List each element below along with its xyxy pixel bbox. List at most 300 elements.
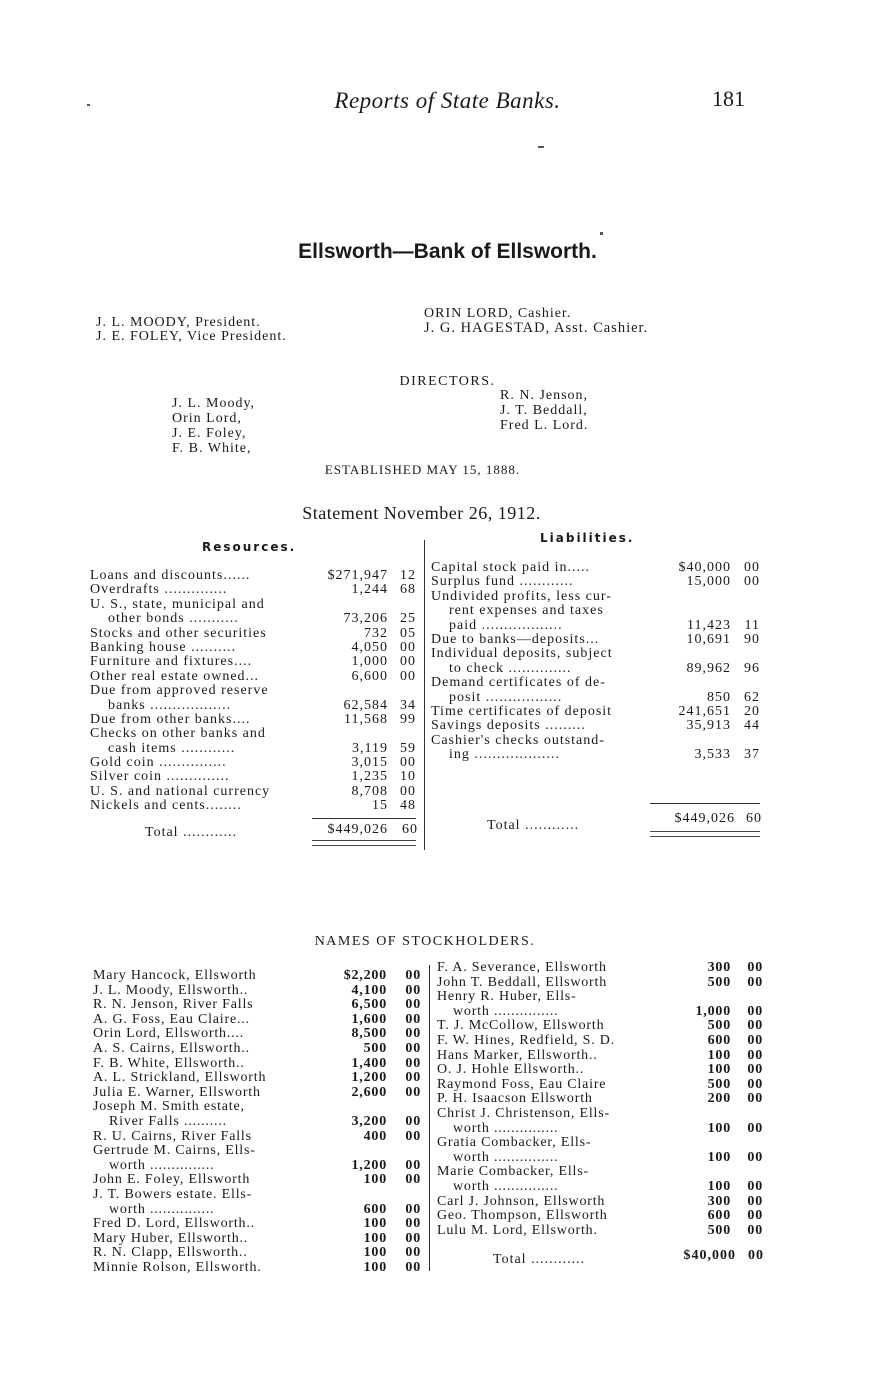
liabilities-heading: Liabilities. bbox=[540, 531, 635, 545]
liability-cents: 00 bbox=[744, 574, 760, 590]
stockholder-amount: 100 bbox=[363, 1216, 387, 1232]
stockholder-label: R. N. Clapp, Ellsworth.. bbox=[93, 1245, 248, 1261]
resource-cents: 00 bbox=[400, 639, 416, 655]
stockholder-cents: 00 bbox=[405, 1172, 421, 1188]
resource-amount: 3,119 bbox=[352, 740, 388, 756]
resources-total-label: Total ............ bbox=[145, 825, 238, 840]
stockholder-amount: 1,400 bbox=[351, 1055, 387, 1071]
stockholder-row bbox=[437, 961, 765, 976]
stockholder-row bbox=[93, 1232, 425, 1247]
liability-cents: 90 bbox=[744, 631, 760, 647]
stockholder-cents: 00 bbox=[747, 1003, 763, 1019]
director: Orin Lord, bbox=[172, 411, 242, 426]
stockholder-label: F. B. White, Ellsworth.. bbox=[93, 1055, 245, 1071]
director: Fred L. Lord. bbox=[500, 418, 589, 433]
stockholder-cents: 00 bbox=[405, 1113, 421, 1129]
stockholder-row bbox=[437, 1078, 765, 1093]
resources-total-cents: 60 bbox=[402, 822, 418, 837]
stockholder-row bbox=[93, 1115, 425, 1130]
officer-president: J. L. MOODY, President. bbox=[96, 315, 261, 330]
stockholder-amount: 300 bbox=[707, 960, 731, 975]
stockholder-amount: 100 bbox=[707, 1149, 731, 1165]
stockholder-row bbox=[93, 1086, 425, 1101]
liability-amount: 10,691 bbox=[686, 631, 731, 647]
stockholder-row bbox=[93, 1261, 425, 1276]
stockholder-label: Hans Marker, Ellsworth.. bbox=[437, 1047, 598, 1063]
liability-amount: 3,533 bbox=[694, 747, 731, 763]
resource-label: Furniture and fixtures.... bbox=[90, 654, 253, 670]
stockholder-amount: 500 bbox=[707, 1222, 731, 1238]
resource-amount: 1,244 bbox=[351, 582, 388, 598]
resource-label: banks .................. bbox=[108, 697, 232, 713]
liability-row bbox=[431, 719, 761, 733]
director: J. L. Moody, bbox=[172, 396, 256, 411]
stockholder-row bbox=[437, 1049, 765, 1064]
resource-amount: 1,235 bbox=[351, 769, 388, 785]
stockholder-label: Gertrude M. Cairns, Ells- bbox=[93, 1143, 256, 1159]
stockholder-row bbox=[437, 1136, 765, 1151]
stockholder-cents: 00 bbox=[747, 1062, 763, 1078]
liability-label: rent expenses and taxes bbox=[449, 603, 604, 619]
stockholder-cents: 00 bbox=[405, 1055, 421, 1071]
stockholder-label: worth ............... bbox=[453, 1003, 559, 1019]
stockholder-cents: 00 bbox=[405, 968, 421, 983]
stockholders-total-label: Total ............ bbox=[493, 1252, 586, 1267]
liability-label: Undivided profits, less cur- bbox=[431, 588, 612, 604]
stockholder-amount: 500 bbox=[707, 974, 731, 990]
liability-label: Due to banks—deposits... bbox=[431, 631, 600, 647]
stockholder-amount: 1,000 bbox=[695, 1003, 731, 1019]
stockholder-cents: 00 bbox=[405, 1011, 421, 1027]
resource-row bbox=[90, 770, 420, 784]
resource-label: cash items ............ bbox=[108, 740, 236, 756]
liability-row bbox=[431, 748, 761, 762]
stockholder-label: J. T. Bowers estate. Ells- bbox=[93, 1186, 253, 1202]
stockholder-label: P. H. Isaacson Ellsworth bbox=[437, 1091, 593, 1107]
stockholder-cents: 00 bbox=[405, 997, 421, 1013]
stockholder-label: J. L. Moody, Ellsworth.. bbox=[93, 982, 249, 998]
resource-amount: 6,600 bbox=[351, 668, 388, 684]
stockholder-cents: 00 bbox=[405, 1070, 421, 1086]
liability-row bbox=[431, 590, 761, 604]
resource-row bbox=[90, 727, 420, 741]
resource-row bbox=[90, 799, 420, 813]
stockholder-label: R. U. Cairns, River Falls bbox=[93, 1128, 252, 1144]
scan-speck bbox=[600, 232, 603, 235]
stockholder-row bbox=[437, 1063, 765, 1078]
stockholder-amount: 600 bbox=[707, 1032, 731, 1048]
liability-label: Surplus fund ............ bbox=[431, 574, 574, 590]
directors-right bbox=[500, 388, 588, 433]
stockholder-label: Minnie Rolson, Ellsworth. bbox=[93, 1259, 262, 1275]
stockholder-cents: 00 bbox=[405, 1084, 421, 1100]
stockholder-cents: 00 bbox=[747, 1208, 763, 1224]
stockholder-cents: 00 bbox=[405, 1230, 421, 1246]
resource-cents: 12 bbox=[400, 568, 416, 583]
liability-row bbox=[431, 676, 761, 690]
resources-total-rule bbox=[312, 818, 416, 819]
stockholder-cents: 00 bbox=[747, 1047, 763, 1063]
stockholder-row bbox=[93, 1100, 425, 1115]
stockholder-label: T. J. McCollow, Ellsworth bbox=[437, 1018, 605, 1034]
stockholder-cents: 00 bbox=[405, 1157, 421, 1173]
liabilities-total-cents: 60 bbox=[746, 811, 762, 826]
stockholder-row bbox=[437, 1092, 765, 1107]
stockholder-cents: 00 bbox=[747, 1018, 763, 1034]
stockholder-amount: 400 bbox=[363, 1128, 387, 1144]
stockholder-cents: 00 bbox=[747, 1222, 763, 1238]
liability-label: Demand certificates of de- bbox=[431, 675, 606, 691]
resource-cents: 68 bbox=[400, 582, 416, 598]
liability-cents: 96 bbox=[744, 660, 760, 676]
resource-cents: 59 bbox=[400, 740, 416, 756]
stockholder-amount: 1,200 bbox=[351, 1157, 387, 1173]
stockholder-label: Lulu M. Lord, Ellsworth. bbox=[437, 1222, 598, 1238]
bank-title: Ellsworth—Bank of Ellsworth. bbox=[298, 240, 597, 263]
stockholder-label: Gratia Combacker, Ells- bbox=[437, 1135, 592, 1151]
stockholder-cents: 00 bbox=[405, 982, 421, 998]
stockholder-row bbox=[93, 1042, 425, 1057]
stockholder-amount: 100 bbox=[363, 1230, 387, 1246]
resource-label: Gold coin ............... bbox=[90, 755, 227, 771]
resource-label: Other real estate owned... bbox=[90, 668, 260, 684]
liability-label: posit ................. bbox=[449, 689, 563, 705]
resource-amount: 4,050 bbox=[351, 639, 388, 655]
liability-row bbox=[431, 561, 761, 575]
resource-amount: 1,000 bbox=[351, 654, 388, 670]
stockholder-row bbox=[437, 1107, 765, 1122]
resource-label: Silver coin .............. bbox=[90, 769, 230, 785]
stockholder-row bbox=[93, 1013, 425, 1028]
stockholder-label: R. N. Jenson, River Falls bbox=[93, 997, 254, 1013]
stockholder-label: Raymond Foss, Eau Claire bbox=[437, 1076, 607, 1092]
liability-cents: 11 bbox=[744, 617, 760, 633]
stockholder-row bbox=[437, 1224, 765, 1239]
stockholders-total-cents: 00 bbox=[748, 1248, 764, 1263]
liability-label: paid .................. bbox=[449, 617, 563, 633]
resource-label: Stocks and other securities bbox=[90, 625, 267, 641]
stockholder-label: worth ............... bbox=[109, 1201, 215, 1217]
liability-row bbox=[431, 734, 761, 748]
stockholder-amount: 1,200 bbox=[351, 1070, 387, 1086]
liability-cents: 62 bbox=[744, 689, 760, 705]
stockholder-amount: 100 bbox=[707, 1062, 731, 1078]
stockholder-cents: 00 bbox=[405, 1026, 421, 1042]
stockholder-label: Mary Hancock, Ellsworth bbox=[93, 968, 257, 983]
directors-left bbox=[172, 396, 255, 456]
resource-amount: 11,568 bbox=[344, 711, 388, 727]
scan-speck bbox=[538, 146, 544, 148]
stockholder-label: A. S. Cairns, Ellsworth.. bbox=[93, 1040, 250, 1056]
liability-label: Capital stock paid in..... bbox=[431, 560, 590, 575]
resources-total-amount: $449,026 bbox=[327, 822, 388, 837]
stockholder-label: Geo. Thompson, Ellsworth bbox=[437, 1208, 608, 1224]
director: J. E. Foley, bbox=[172, 426, 247, 441]
stockholder-amount: 300 bbox=[707, 1193, 731, 1209]
stockholder-label: John T. Beddall, Ellsworth bbox=[437, 974, 607, 990]
liability-amount: 850 bbox=[707, 689, 731, 705]
stockholder-row bbox=[93, 1203, 425, 1218]
stockholder-amount: $2,200 bbox=[343, 968, 387, 983]
liability-row bbox=[431, 662, 761, 676]
stockholder-amount: 100 bbox=[707, 1120, 731, 1136]
officer-asst-cashier: J. G. HAGESTAD, Asst. Cashier. bbox=[424, 320, 649, 336]
resource-row bbox=[90, 569, 420, 583]
stockholders-divider bbox=[429, 965, 430, 1271]
resource-row bbox=[90, 612, 420, 626]
stockholder-row bbox=[437, 1019, 765, 1034]
resource-label: Overdrafts .............. bbox=[90, 582, 228, 598]
resource-cents: 00 bbox=[400, 755, 416, 771]
stockholder-cents: 00 bbox=[405, 1040, 421, 1056]
column-divider bbox=[424, 540, 425, 850]
stockholder-row bbox=[437, 1151, 765, 1166]
stockholder-row bbox=[437, 1195, 765, 1210]
stockholder-label: worth ............... bbox=[453, 1120, 559, 1136]
resource-row bbox=[90, 742, 420, 756]
stockholder-cents: 00 bbox=[405, 1128, 421, 1144]
resource-row bbox=[90, 583, 420, 597]
liability-label: Time certificates of deposit bbox=[431, 703, 613, 719]
stockholder-cents: 00 bbox=[405, 1245, 421, 1261]
stockholder-row bbox=[437, 1180, 765, 1195]
stockholder-row bbox=[93, 1071, 425, 1086]
resource-row bbox=[90, 699, 420, 713]
officers-left bbox=[96, 316, 287, 344]
director: J. T. Beddall, bbox=[500, 403, 588, 418]
stockholder-label: worth ............... bbox=[453, 1178, 559, 1194]
resource-label: U. S., state, municipal and bbox=[90, 596, 265, 612]
running-head: Reports of State Banks. bbox=[334, 88, 561, 113]
resource-row bbox=[90, 684, 420, 698]
stockholder-amount: 6,500 bbox=[351, 997, 387, 1013]
stockholder-amount: 500 bbox=[707, 1076, 731, 1092]
stockholder-label: Mary Huber, Ellsworth.. bbox=[93, 1230, 249, 1246]
resources-double-rule bbox=[312, 840, 416, 846]
stockholder-row bbox=[93, 984, 425, 999]
stockholder-amount: 3,200 bbox=[351, 1113, 387, 1129]
stockholder-label: A. L. Strickland, Ellsworth bbox=[93, 1070, 267, 1086]
stockholder-row bbox=[93, 1057, 425, 1072]
director: R. N. Jenson, bbox=[500, 388, 589, 403]
stockholders-right bbox=[437, 961, 765, 1238]
officers-right bbox=[424, 307, 648, 335]
liability-cents: 20 bbox=[744, 703, 760, 719]
stockholder-label: Joseph M. Smith estate, bbox=[93, 1099, 245, 1115]
stockholder-amount: 100 bbox=[707, 1178, 731, 1194]
resource-row bbox=[90, 785, 420, 799]
stockholder-cents: 00 bbox=[747, 974, 763, 990]
liability-label: Cashier's checks outstand- bbox=[431, 732, 605, 748]
stockholder-cents: 00 bbox=[747, 1149, 763, 1165]
stockholder-row bbox=[93, 1188, 425, 1203]
stockholder-row bbox=[437, 1034, 765, 1049]
liabilities-table bbox=[431, 561, 761, 762]
stockholder-label: Henry R. Huber, Ells- bbox=[437, 989, 577, 1005]
stockholder-label: O. J. Hohle Ellsworth.. bbox=[437, 1062, 585, 1078]
liability-amount: 15,000 bbox=[686, 574, 731, 590]
stockholder-label: F. W. Hines, Redfield, S. D. bbox=[437, 1032, 616, 1048]
resource-label: Nickels and cents........ bbox=[90, 798, 242, 814]
stockholder-label: worth ............... bbox=[453, 1149, 559, 1165]
resource-row bbox=[90, 713, 420, 727]
scan-speck bbox=[87, 104, 90, 106]
stockholder-cents: 00 bbox=[747, 1091, 763, 1107]
stockholder-row bbox=[437, 1209, 765, 1224]
stockholder-row bbox=[93, 1027, 425, 1042]
resource-row bbox=[90, 598, 420, 612]
resource-cents: 00 bbox=[400, 668, 416, 684]
liability-amount: $40,000 bbox=[678, 560, 731, 575]
resource-cents: 25 bbox=[400, 611, 416, 627]
liability-label: Savings deposits ......... bbox=[431, 718, 586, 734]
liabilities-total-amount: $449,026 bbox=[674, 811, 735, 826]
stockholder-label: Orin Lord, Ellsworth.... bbox=[93, 1026, 245, 1042]
stockholder-row bbox=[93, 998, 425, 1013]
stockholder-cents: 00 bbox=[405, 1201, 421, 1217]
resource-label: Banking house .......... bbox=[90, 639, 237, 655]
resource-label: Loans and discounts...... bbox=[90, 568, 251, 583]
resource-amount: 73,206 bbox=[343, 611, 388, 627]
stockholder-amount: 500 bbox=[363, 1040, 387, 1056]
stockholder-amount: 600 bbox=[707, 1208, 731, 1224]
stockholders-total-amount: $40,000 bbox=[683, 1248, 736, 1263]
stockholder-row bbox=[93, 1130, 425, 1145]
stockholder-row bbox=[437, 990, 765, 1005]
resource-cents: 00 bbox=[400, 654, 416, 670]
stockholder-amount: 1,600 bbox=[351, 1011, 387, 1027]
resource-amount: 8,708 bbox=[351, 783, 388, 799]
liability-row bbox=[431, 633, 761, 647]
resource-label: other bonds ........... bbox=[108, 611, 239, 627]
stockholder-cents: 00 bbox=[405, 1216, 421, 1232]
resource-cents: 99 bbox=[400, 711, 416, 727]
resource-row bbox=[90, 627, 420, 641]
stockholder-cents: 00 bbox=[747, 1076, 763, 1092]
stockholder-cents: 00 bbox=[405, 1259, 421, 1275]
liability-label: Individual deposits, subject bbox=[431, 646, 613, 662]
established-date: ESTABLISHED MAY 15, 1888. bbox=[324, 462, 521, 477]
stockholder-row bbox=[93, 969, 425, 984]
liability-label: ing ................... bbox=[449, 747, 560, 763]
liability-cents: 00 bbox=[744, 560, 760, 575]
resource-row bbox=[90, 641, 420, 655]
stockholder-cents: 00 bbox=[747, 960, 763, 975]
resource-amount: 15 bbox=[372, 798, 388, 814]
liability-cents: 37 bbox=[744, 747, 760, 763]
liability-row bbox=[431, 575, 761, 589]
resource-cents: 48 bbox=[400, 798, 416, 814]
resource-label: U. S. and national currency bbox=[90, 783, 271, 799]
liabilities-total-rule bbox=[650, 803, 760, 804]
resource-row bbox=[90, 756, 420, 770]
liability-amount: 89,962 bbox=[686, 660, 731, 676]
stockholder-row bbox=[93, 1173, 425, 1188]
officer-vice-president: J. E. FOLEY, Vice President. bbox=[96, 329, 287, 344]
stockholder-row bbox=[93, 1144, 425, 1159]
page-number: 181 bbox=[712, 86, 745, 111]
stockholder-amount: 500 bbox=[707, 1018, 731, 1034]
stockholder-amount: 100 bbox=[363, 1259, 387, 1275]
resource-cents: 34 bbox=[400, 697, 416, 713]
stockholder-cents: 00 bbox=[747, 1120, 763, 1136]
resources-table bbox=[90, 569, 420, 814]
stockholder-label: Christ J. Christenson, Ells- bbox=[437, 1105, 610, 1121]
stockholder-row bbox=[93, 1246, 425, 1261]
resource-amount: 62,584 bbox=[343, 697, 388, 713]
liability-amount: 241,651 bbox=[678, 703, 731, 719]
officer-cashier: ORIN LORD, Cashier. bbox=[424, 306, 572, 321]
liability-row bbox=[431, 705, 761, 719]
resources-heading: Resources. bbox=[202, 540, 297, 554]
stockholder-cents: 00 bbox=[747, 1032, 763, 1048]
liability-amount: 35,913 bbox=[686, 718, 731, 734]
stockholder-amount: 4,100 bbox=[351, 982, 387, 998]
stockholder-row bbox=[437, 1165, 765, 1180]
stockholder-label: Carl J. Johnson, Ellsworth bbox=[437, 1193, 606, 1209]
resource-cents: 10 bbox=[400, 769, 416, 785]
resource-label: Due from other banks.... bbox=[90, 711, 251, 727]
resource-row bbox=[90, 655, 420, 669]
stockholders-heading: NAMES OF STOCKHOLDERS. bbox=[314, 934, 536, 949]
stockholder-cents: 00 bbox=[747, 1193, 763, 1209]
resource-cents: 00 bbox=[400, 783, 416, 799]
stockholders-left bbox=[93, 969, 425, 1275]
stockholder-label: John E. Foley, Ellsworth bbox=[93, 1172, 251, 1188]
resource-amount: 732 bbox=[364, 625, 388, 641]
statement-date: Statement November 26, 1912. bbox=[302, 503, 541, 523]
resource-amount: $271,947 bbox=[327, 568, 388, 583]
resource-amount: 3,015 bbox=[351, 755, 388, 771]
stockholder-amount: 100 bbox=[707, 1047, 731, 1063]
resource-cents: 05 bbox=[400, 625, 416, 641]
stockholder-label: worth ............... bbox=[109, 1157, 215, 1173]
stockholder-row bbox=[437, 1122, 765, 1137]
stockholder-row bbox=[93, 1159, 425, 1174]
stockholder-row bbox=[437, 1005, 765, 1020]
director: F. B. White, bbox=[172, 441, 252, 456]
liability-row bbox=[431, 619, 761, 633]
stockholder-label: Julia E. Warner, Ellsworth bbox=[93, 1084, 261, 1100]
stockholder-amount: 100 bbox=[363, 1245, 387, 1261]
liabilities-total-label: Total ............ bbox=[487, 818, 580, 833]
liability-amount: 11,423 bbox=[687, 617, 731, 633]
stockholder-amount: 600 bbox=[363, 1201, 387, 1217]
directors-heading: DIRECTORS. bbox=[399, 374, 496, 389]
liabilities-double-rule bbox=[650, 831, 760, 837]
stockholder-label: River Falls .......... bbox=[109, 1113, 227, 1129]
stockholder-label: Marie Combacker, Ells- bbox=[437, 1164, 589, 1180]
stockholder-amount: 100 bbox=[363, 1172, 387, 1188]
liability-cents: 44 bbox=[744, 718, 760, 734]
stockholder-amount: 2,600 bbox=[351, 1084, 387, 1100]
stockholder-row bbox=[437, 976, 765, 991]
stockholder-cents: 00 bbox=[747, 1178, 763, 1194]
resource-label: Checks on other banks and bbox=[90, 726, 266, 742]
resource-label: Due from approved reserve bbox=[90, 683, 269, 699]
resource-row bbox=[90, 670, 420, 684]
liability-row bbox=[431, 647, 761, 661]
stockholder-label: Fred D. Lord, Ellsworth.. bbox=[93, 1216, 255, 1232]
stockholder-label: F. A. Severance, Ellsworth bbox=[437, 960, 607, 975]
stockholder-row bbox=[93, 1217, 425, 1232]
liability-row bbox=[431, 604, 761, 618]
liability-row bbox=[431, 691, 761, 705]
stockholder-label: A. G. Foss, Eau Claire... bbox=[93, 1011, 250, 1027]
stockholder-amount: 8,500 bbox=[351, 1026, 387, 1042]
stockholder-amount: 200 bbox=[707, 1091, 731, 1107]
liability-label: to check .............. bbox=[449, 660, 572, 676]
